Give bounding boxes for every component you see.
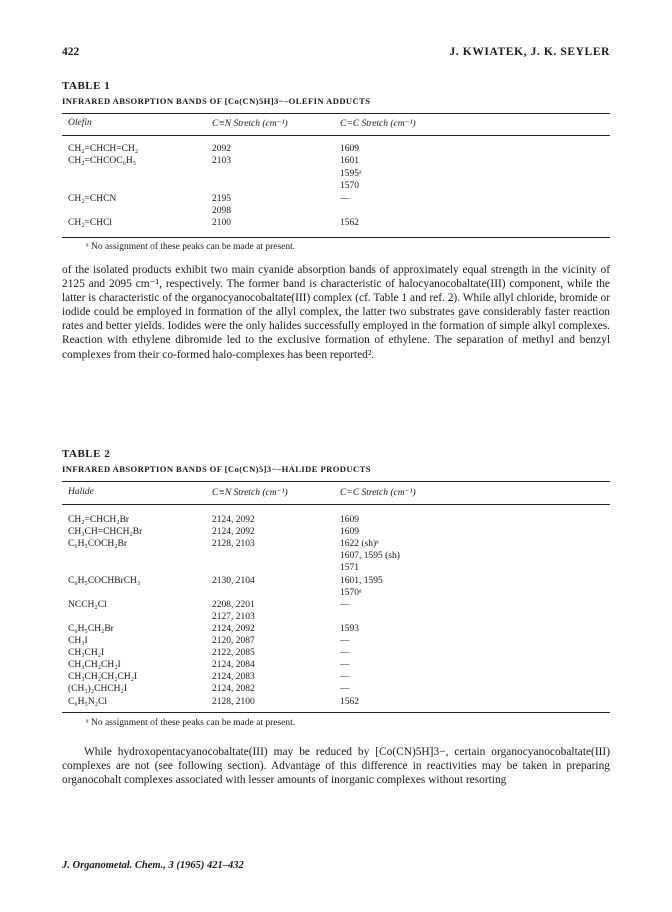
table1-label: TABLE 1 <box>62 80 111 92</box>
table2-cell: CH₃CH₂CH₂CH₂I <box>68 672 138 683</box>
table2-cell: 2124, 2092 <box>212 527 255 538</box>
table2-cell: — <box>340 599 350 610</box>
table2-cell: 2128, 2100 <box>212 696 255 707</box>
table2-cell: — <box>340 660 350 671</box>
table2-cell: CH₂=CHCH₂Br <box>68 515 130 525</box>
table1-cell: CH₂=CHCl <box>68 218 113 229</box>
body-paragraph-1 <box>62 263 610 362</box>
table2-cell: — <box>340 672 350 683</box>
table2-cell: 1562 <box>340 696 359 707</box>
table1-cell: 1570 <box>340 181 359 192</box>
journal-footer: J. Organometal. Chem., 3 (1965) 421–432 <box>62 860 244 871</box>
table2-cell: C₆H₅COCH₂Br <box>68 539 128 550</box>
table1-cell: 2195 <box>212 193 231 204</box>
table1-head-rule <box>62 135 610 136</box>
page-number: 422 <box>62 46 80 58</box>
table2-top-rule <box>62 481 610 482</box>
table2-cell: CH₃CH₂CH₂I <box>68 660 121 671</box>
table1-col-cc-stretch: C=C Stretch (cm⁻¹) <box>340 119 416 129</box>
table2-col-cn-stretch: C≡N Stretch (cm⁻¹) <box>212 488 288 498</box>
table2-cell: 1571 <box>340 563 359 574</box>
table1-bottom-rule <box>62 237 610 238</box>
table2-cell: CH₃I <box>68 636 88 646</box>
table1-cell: 2103 <box>212 156 231 167</box>
table2-cell: 1607, 1595 (sh) <box>340 551 400 562</box>
table1-cell: 2092 <box>212 144 231 154</box>
table2-cell: 2124, 2084 <box>212 660 255 671</box>
table1-cell: — <box>340 193 350 204</box>
table2-cell: 1609 <box>340 527 359 538</box>
table2-label: TABLE 2 <box>62 448 111 460</box>
table2-bottom-rule <box>62 712 610 713</box>
table2-cell: 2120, 2087 <box>212 636 255 646</box>
table2-cell: CH₃CH₂I <box>68 648 105 659</box>
table2-cell: 2124, 2092 <box>212 623 255 634</box>
table2-cell: C₆H₅CH₂Br <box>68 623 114 634</box>
table1-caption: INFRARED ABSORPTION BANDS OF [Co(CN)5H]3−–OLEFIN ADDUCTS <box>62 96 371 106</box>
table1-footnote: ᵃ No assignment of these peaks can be made at present. <box>86 242 296 252</box>
table2-cell: NCCH₂Cl <box>68 599 107 610</box>
table1-cell: CH₂=CHCH=CH₂ <box>68 144 139 154</box>
table1-cell: 2100 <box>212 218 231 229</box>
table2-cell: 2130, 2104 <box>212 575 255 586</box>
table2-head-rule <box>62 504 610 505</box>
table1-cell: 1601 <box>340 156 359 167</box>
table2-caption: INFRARED ABSORPTION BANDS OF [Co(CN)5]3−–HALIDE PRODUCTS <box>62 464 371 474</box>
table2-cell: CH₃CH=CHCH₂Br <box>68 527 143 538</box>
body-paragraph-2 <box>62 745 610 787</box>
table2-cell: 2128, 2103 <box>212 539 255 550</box>
table2-col-halide: Halide <box>68 487 94 497</box>
table1-cell: 1609 <box>340 144 359 154</box>
table1-top-rule <box>62 113 610 114</box>
table2-cell: 2124, 2083 <box>212 672 255 683</box>
table2-cell: 1593 <box>340 623 359 634</box>
table2-cell: 2124, 2082 <box>212 684 255 695</box>
table2-cell: (CH₃)₂CHCH₂I <box>68 684 128 695</box>
table2-cell: — <box>340 684 350 695</box>
running-header <box>62 46 610 62</box>
table2-cell: — <box>340 648 350 659</box>
table2-cell: 1601, 1595 <box>340 575 383 586</box>
table1-cell: CH₂=CHCOC₆H₅ <box>68 156 137 167</box>
table1-col-cn-stretch: C≡N Stretch (cm⁻¹) <box>212 119 288 129</box>
table2-cell: 1609 <box>340 515 359 525</box>
table1-cell: 1595ᵃ <box>340 168 362 179</box>
body-paragraph-1-text: of the isolated products exhibit two main cyanide absorption bands of approximately equal strength in the vicinity of 2125 and 2095 cm⁻¹, respectively. The former band is characteristic of halocyanocobaltate(III) component, while the latter is characteristic of the organocyanocobaltate(III) complex (cf. Table 1 and ref. 2). While allyl chloride, bromide or iodide could be employed in formation of the allyl complex, the latter two substrates gave considerably faster reaction rates and better yields. Iodides were the only halides successfully employed in the formation of simple alkyl complexes. Reaction with ethylene dibromide led to the exclusive formation of ethylene. The separation of methyl and benzyl complexes from their co-formed halo-complexes has been reported². <box>62 264 610 361</box>
table2-cell: 2208, 2201 <box>212 599 255 610</box>
table2-cell: 1570ᵃ <box>340 587 362 598</box>
table2-footnote: ᵃ No assignment of these peaks can be made at present. <box>86 718 296 728</box>
table2-cell: C₆H₅COCHBrCH₃ <box>68 575 141 586</box>
body-paragraph-2-text: While hydroxopentacyanocobaltate(III) may be reduced by [Co(CN)5H]3−, certain organocyanocobaltate(III) complexes are not (see following section). Advantage of this difference in reactivities may be taken in preparing organocobalt complexes associated with lesser amounts of inorganic complexes without resorting <box>62 746 610 787</box>
table1-cell: CH₂=CHCN <box>68 193 117 204</box>
table1-cell: 2098 <box>212 206 231 216</box>
table1-cell: 1562 <box>340 218 359 229</box>
table2-cell: C₆H₅N₂Cl <box>68 696 107 707</box>
table2-col-cc-stretch: C=C Stretch (cm⁻¹) <box>340 488 416 498</box>
running-authors: J. KWIATEK, J. K. SEYLER <box>449 46 610 58</box>
table1-col-olefin: Olefin <box>68 118 92 128</box>
table2-cell: — <box>340 636 350 646</box>
table2-cell: 1622 (sh)ᵃ <box>340 539 379 550</box>
table2-cell: 2124, 2092 <box>212 515 255 525</box>
table2-cell: 2127, 2103 <box>212 611 255 622</box>
table2-cell: 2122, 2085 <box>212 648 255 659</box>
